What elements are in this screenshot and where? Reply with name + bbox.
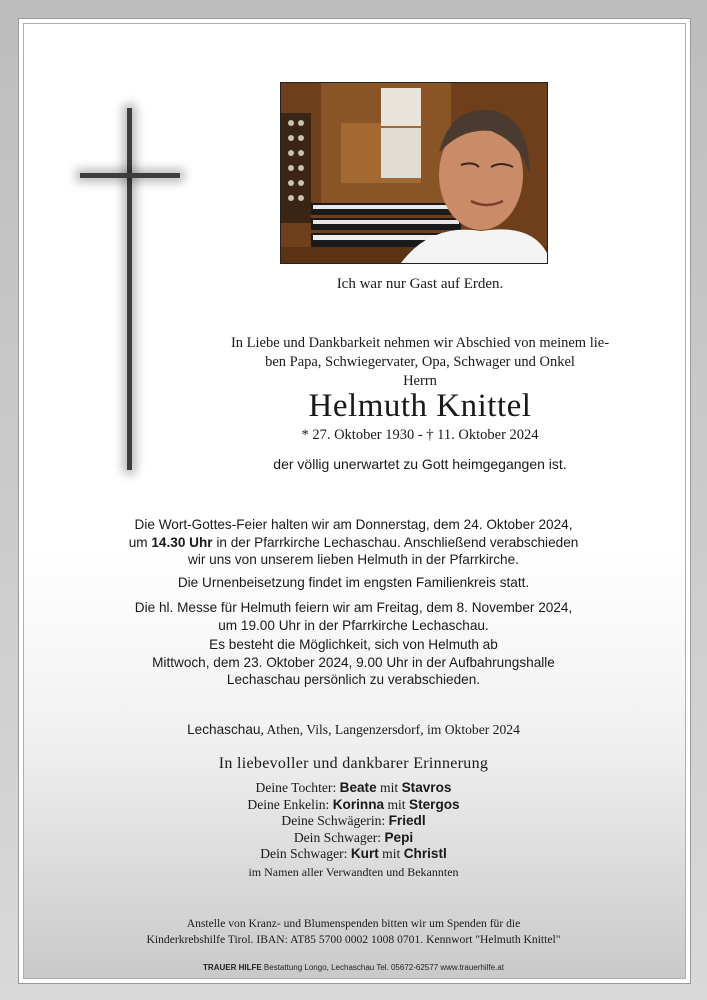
service-line: wir uns von unserem lieben Helmuth in der Pfarrkirche. [188, 552, 519, 567]
passing-note: der völlig unerwartet zu Gott heimgegangen ist. [273, 456, 567, 472]
relatives-note: im Namen aller Verwandten und Bekannten [248, 865, 459, 879]
viewing-info [120, 636, 587, 689]
viewing-line: Es besteht die Möglichkeit, sich von Helmuth ab [209, 637, 498, 652]
remembrance-heading: In liebevoller und dankbarer Erinnerung [218, 755, 489, 772]
place-rest: , Athen, Vils, Langenzersdorf, im Oktober 2024 [260, 722, 520, 737]
family-member: Deine Tochter: Beate mit Stavros [255, 780, 452, 795]
footer-text: Bestattung Longo, Lechaschau Tel. 05672-62577 www.trauerhilfe.at [261, 963, 504, 972]
donation-line: Kinderkrebshilfe Tirol. IBAN: AT85 5700 0002 1008 0701. Kennwort "Helmuth Knittel" [146, 933, 561, 946]
intro-line: In Liebe und Dankbarkeit nehmen wir Abschied von meinem lie- [230, 335, 610, 351]
intro-line: ben Papa, Schwiegervater, Opa, Schwager und Onkel [265, 354, 575, 370]
footer [100, 963, 607, 972]
place-town: Lechaschau [187, 722, 261, 737]
family-member: Deine Schwägerin: Friedl [281, 813, 426, 829]
mass-info [120, 599, 587, 634]
quote: Ich war nur Gast auf Erden. [336, 276, 504, 292]
service-line: um 14.30 Uhr in der Pfarrkirche Lechaschau. Anschließend verabschieden [128, 534, 579, 550]
intro-text [200, 334, 640, 391]
viewing-line: Lechaschau persönlich zu verabschieden. [226, 672, 481, 687]
family-list [120, 780, 587, 863]
family-member: Dein Schwager: Kurt mit Christl [260, 846, 447, 862]
place-date [120, 722, 587, 738]
mass-line: Die hl. Messe für Helmuth feiern wir am Freitag, dem 8. November 2024, [134, 600, 573, 615]
portrait-photo [280, 82, 548, 264]
service-line: Die Wort-Gottes-Feier halten wir am Donnerstag, dem 24. Oktober 2024, [134, 517, 573, 532]
footer-brand: TRAUER HILFE [203, 963, 262, 972]
service-info [120, 516, 587, 569]
mass-line: um 19.00 Uhr in der Pfarrkirche Lechaschau. [218, 617, 489, 633]
family-member: Deine Enkelin: Korinna mit Stergos [247, 796, 460, 812]
service-time: 14.30 Uhr [151, 534, 213, 550]
donation-note [100, 916, 607, 948]
deceased-name: Helmuth Knittel [308, 388, 532, 424]
donation-line: Anstelle von Kranz- und Blumenspenden bitten wir um Spenden für die [186, 917, 521, 930]
intro-line: Herrn [403, 373, 437, 389]
family-member: Dein Schwager: Pepi [293, 829, 414, 845]
cross-icon [70, 100, 190, 480]
life-dates: * 27. Oktober 1930 - † 11. Oktober 2024 [301, 427, 539, 443]
urn-info: Die Urnenbeisetzung findet im engsten Familienkreis statt. [177, 575, 530, 590]
viewing-line: Mittwoch, dem 23. Oktober 2024, 9.00 Uhr in der Aufbahrungshalle [152, 654, 555, 670]
